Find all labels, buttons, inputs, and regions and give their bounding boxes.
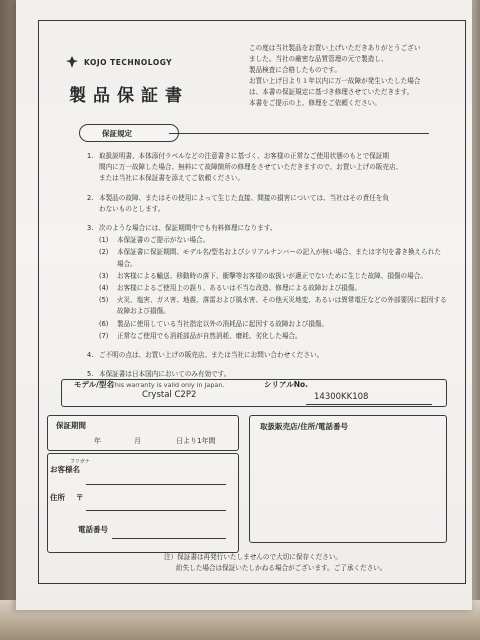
sub-clause-number: (3) <box>99 271 109 280</box>
brand <box>65 55 172 69</box>
sub-clause-number: (6) <box>99 319 109 328</box>
intro-line: この度は当社製品をお買い上げいただきありがとうござい <box>249 44 421 52</box>
sub-clause-text: 本保証書に保証期間、モデル名/型名およびシリアルナンバーの記入が無い場合、または字句を書き換えられた場合。 <box>117 248 441 268</box>
clause-line: 間内に万一故障した場合、無料にて故障箇所の修理をさせていただきますので、お買い上げの販売店、 <box>99 163 403 172</box>
sub-clause <box>99 235 447 246</box>
clause-3 <box>87 223 447 342</box>
intro-line: 本書をご提示の上、修理をご依頼ください。 <box>249 99 381 107</box>
clause-number: 5. <box>87 370 94 379</box>
sub-clause-text: 正常なご使用でも消耗部品が自然消耗、磨耗、劣化した場合。 <box>117 331 302 340</box>
clause-number: 3. <box>87 224 94 233</box>
warranty-period-label: 保証期間 <box>56 421 86 430</box>
clause-4 <box>87 350 447 361</box>
document-title: 製品保証書 <box>69 86 189 106</box>
intro-line: は、本書の保証規定に基づき修理させていただきます。 <box>249 88 414 96</box>
warranty-sheet <box>16 0 472 610</box>
section-label: 保証規定 <box>79 124 179 142</box>
customer-name-line[interactable] <box>86 484 226 485</box>
warranty-day-suffix[interactable]: 日より1年間 <box>176 437 216 445</box>
sub-clause <box>99 295 447 317</box>
serial-label: シリアルNo. <box>264 380 308 389</box>
customer-name-label: お客様名 <box>50 465 80 474</box>
sub-clause-number: (2) <box>99 248 109 257</box>
kojo-logo-icon <box>65 55 79 69</box>
sub-clause-number: (1) <box>99 236 109 245</box>
brand-name: KOJO TECHNOLOGY <box>84 57 173 67</box>
section-divider <box>169 133 429 134</box>
clause-number: 2. <box>87 193 94 202</box>
warranty-clauses <box>87 151 447 400</box>
footer-note <box>164 552 444 574</box>
clause-english-note: This warranty is valid only in Japan. <box>111 381 225 390</box>
clause-line: 本保証書は日本国内においてのみ有効です。 <box>99 370 231 379</box>
sub-clause-text: 本保証書のご提示がない場合。 <box>117 236 210 245</box>
sub-clause-text: 製品に使用している当社指定以外の消耗品に起因する故障および損傷。 <box>117 319 328 328</box>
intro-line: お買い上げ日より１年以内に万一故障が発生いたした場合 <box>249 77 421 85</box>
furigana-label: フリガナ <box>70 459 90 465</box>
address-label: 住所 <box>50 493 65 502</box>
clause-number: 1. <box>87 152 94 160</box>
clause-line: 次のような場合には、保証期間中でも有料修理になります。 <box>99 224 277 233</box>
postal-mark: 〒 <box>76 493 84 502</box>
serial-value[interactable]: 14300KK108 <box>314 392 369 402</box>
document-frame <box>38 20 466 584</box>
sub-clause-text: お客様による輸送、移動時の落下、衝撃等お客様の取扱いが適正でないために生じた故障、損傷の場合。 <box>117 271 427 280</box>
sub-clause-text: 火災、塩害、ガス害、地震、落雷および風水害、その他天災地変、あるいは異常電圧などの外部要因に起因する故障および損傷。 <box>117 296 447 316</box>
sub-clause <box>99 247 447 269</box>
sub-clause-number: (5) <box>99 296 109 305</box>
model-label: モデル/型名 <box>74 380 114 389</box>
clause-line: または当社に本保証書を添えてご依頼ください。 <box>99 174 245 183</box>
intro-line: ました。当社の厳密な品質管理の元で製造し、 <box>249 55 388 63</box>
clause-line: ご不明の点は、お買い上げの販売店、または当社にお問い合わせください。 <box>99 351 324 360</box>
model-value[interactable]: Crystal C2P2 <box>142 390 197 400</box>
sub-clause-number: (7) <box>99 331 109 340</box>
clause-line: 本製品の故障、またはその使用によって生じた直接、間接の損害については、当社はその責任を負 <box>99 193 389 202</box>
clause-number: 4. <box>87 351 94 360</box>
sub-clause <box>99 331 447 342</box>
customer-info-box <box>47 453 239 553</box>
header <box>39 21 465 111</box>
sub-clause <box>99 271 447 282</box>
address-line[interactable] <box>86 510 226 511</box>
warranty-year[interactable]: 年 <box>94 437 101 445</box>
intro-text <box>249 43 454 109</box>
clause-line: わないものとします。 <box>99 204 165 213</box>
footer-line: 注）保証書は再発行いたしませんので大切に保存ください。 <box>164 553 343 561</box>
sub-clause-number: (4) <box>99 284 109 293</box>
phone-line[interactable] <box>112 538 226 539</box>
sub-clause-text: お客様によるご使用上の誤り、あるいは不当な改造、修理による故障および損傷。 <box>117 284 361 293</box>
sub-clause <box>99 283 447 294</box>
sub-clause <box>99 319 447 330</box>
warranty-month[interactable]: 月 <box>134 437 141 445</box>
clause-line: 取扱説明書、本体添付ラベルなどの注意書きに基づく、お客様の正常なご使用状態のもとで保証期 <box>99 152 389 160</box>
serial-underline <box>306 404 432 405</box>
intro-line: 製品検査に合格したものです。 <box>249 66 341 74</box>
footer-line: 紛失した場合は保証いたしかねる場合がございます。ご了承ください。 <box>176 564 387 572</box>
warranty-period-box <box>47 415 239 451</box>
phone-label: 電話番号 <box>78 525 108 534</box>
product-info-box <box>61 379 447 407</box>
dealer-label: 取扱販売店/住所/電話番号 <box>260 422 348 431</box>
dealer-info-box <box>249 415 447 543</box>
clause-1 <box>87 151 447 185</box>
clause-2 <box>87 193 447 215</box>
